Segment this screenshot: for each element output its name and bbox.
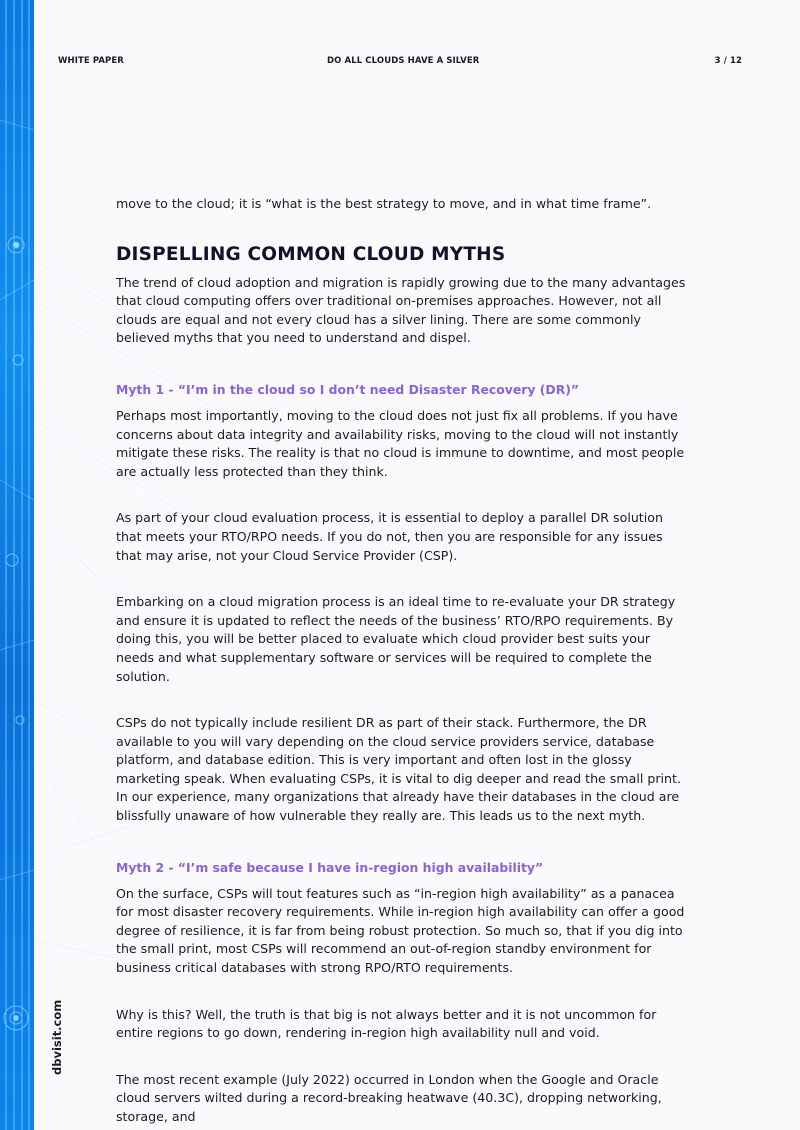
myth-1-paragraph: Perhaps most importantly, moving to the cloud does not just fix all problems. If you have concerns about data integrity and availability risks, moving to the cloud will not instantly mitigate these risks. The reality is that no cloud is immune to downtime, and most people are actually less protected than they think.	[116, 407, 685, 479]
myth-2-paragraph: The most recent example (July 2022) occurred in London when the Google and Oracle cloud servers wilted during a record-breaking heatwave (40.3C), dropping networking, storage, and	[116, 1071, 662, 1124]
main-content	[116, 195, 688, 1127]
myth-2-paragraph: On the surface, CSPs will tout features such as “in-region high availability” as a panacea for most disaster recovery requirements. While in-region high availability can offer a good degree of resilience, it is far from being robust protection. So much so, that if you dig into the small print, most CSPs will recommend an out-of-region standby environment for business critical databases with strong RPO/RTO requirements.	[116, 885, 685, 976]
page-number: 3 / 12	[714, 56, 742, 66]
myth-2-paragraph: Why is this? Well, the truth is that big is not always better and it is not uncommon for entire regions to go down, rendering in-region high availability null and void.	[116, 1006, 657, 1041]
website-url: dbvisit.com	[50, 999, 64, 1075]
header-doc-title: DO ALL CLOUDS HAVE A SILVER	[327, 56, 480, 66]
decorative-side-strip	[0, 0, 34, 1130]
intro-paragraph: The trend of cloud adoption and migration is rapidly growing due to the many advantages that cloud computing offers over traditional on-premises approaches. However, not all clouds are equal and not every cloud has a silver lining. There are some commonly believed myths that you need to understand and dispel.	[116, 274, 686, 346]
header-doc-type: WHITE PAPER	[58, 56, 124, 66]
myth-2-heading: Myth 2 - “I’m safe because I have in-region high availability”	[116, 859, 544, 875]
lead-paragraph: move to the cloud; it is “what is the best strategy to move, and in what time frame”.	[116, 196, 652, 211]
myth-1-paragraph: Embarking on a cloud migration process is an ideal time to re-evaluate your DR strategy and ensure it is updated to reflect the needs of the business’ RTO/RPO requirements. By doing this, you will be better placed to evaluate which cloud provider best suits your needs and what supplementary software or services will be required to complete the solution.	[116, 594, 676, 684]
circuit-pattern	[0, 0, 34, 1130]
myth-1-paragraph: CSPs do not typically include resilient DR as part of their stack. Furthermore, the DR available to you will vary depending on the cloud service providers service, database platform, and database edition. This is very important and often lost in the glossy marketing speak. When evaluating CSPs, it is vital to dig deeper and read the small print. In our experience, many organizations that already have their databases in the cloud are blissfully unaware of how vulnerable they really are. This leads us to the next myth.	[116, 715, 681, 824]
myth-1-heading: Myth 1 - “I’m in the cloud so I don’t need Disaster Recovery (DR)”	[116, 381, 580, 397]
page-header	[58, 56, 742, 70]
myth-1-paragraph: As part of your cloud evaluation process, it is essential to deploy a parallel DR solution that meets your RTO/RPO needs. If you do not, then you are responsible for any issues that may arise, not your Cloud Service Provider (CSP).	[116, 510, 663, 563]
section-title: DISPELLING COMMON CLOUD MYTHS	[116, 243, 506, 265]
